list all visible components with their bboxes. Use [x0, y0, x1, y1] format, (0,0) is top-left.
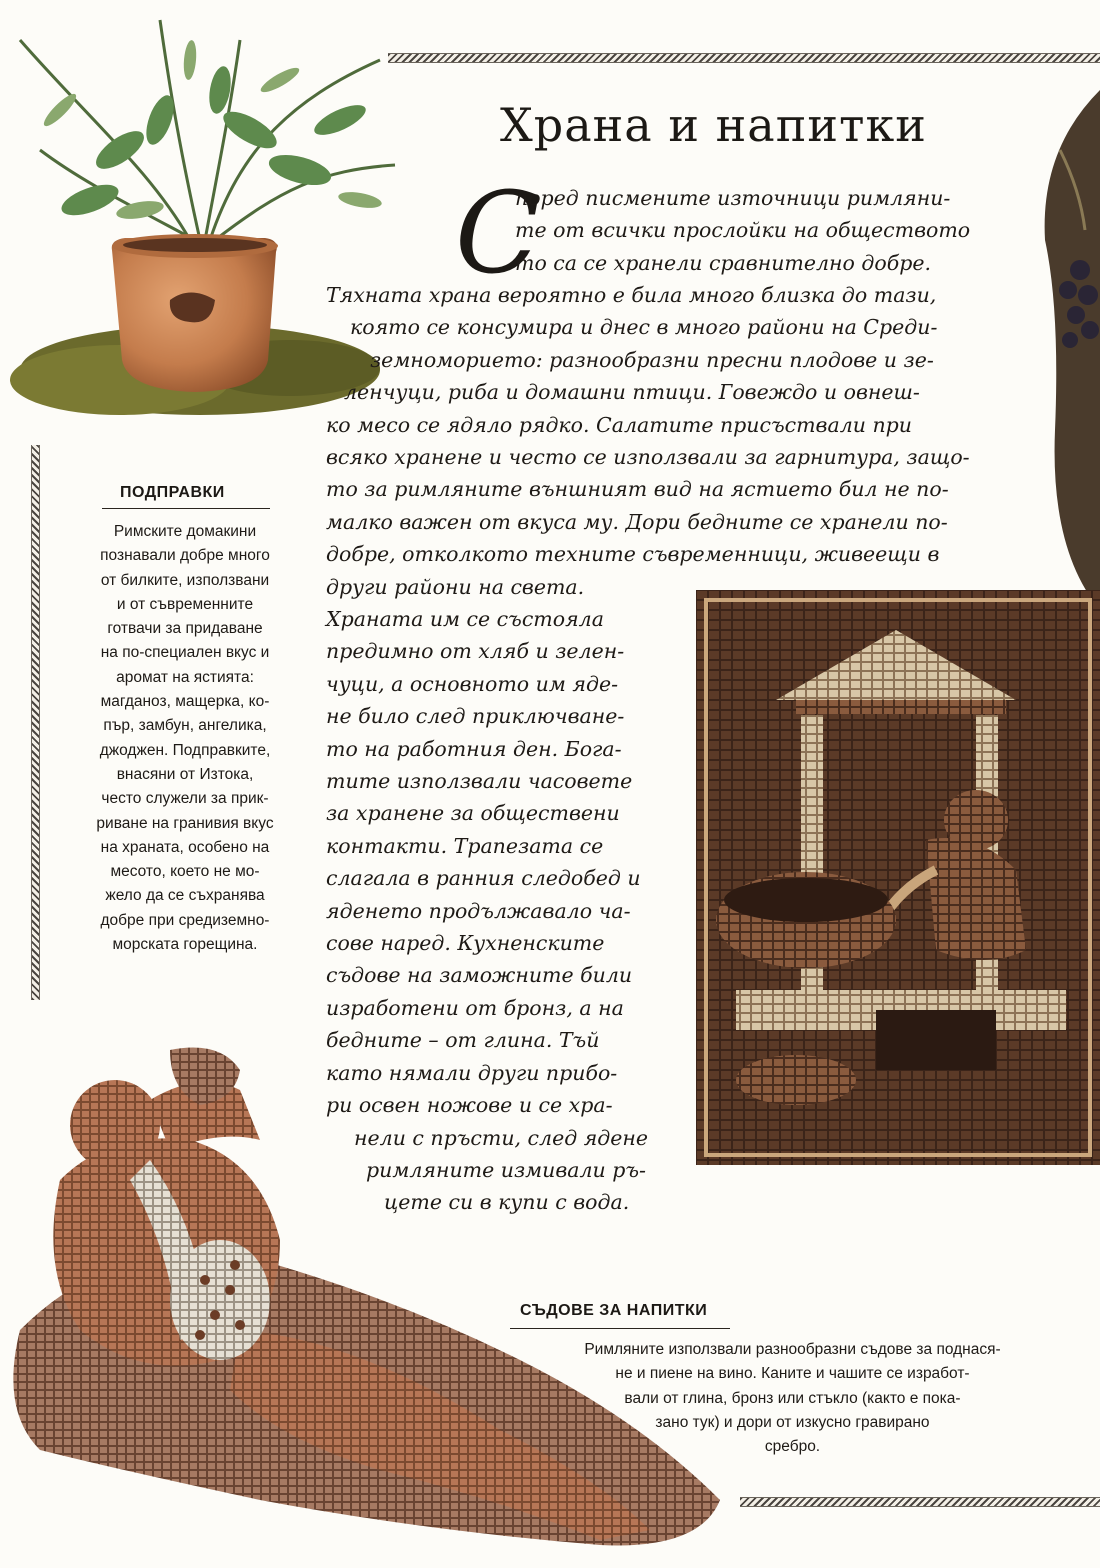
- text-line: яденето продължавало ча-: [326, 898, 631, 923]
- text-line: бедните – от глина. Тъй: [326, 1028, 600, 1053]
- text-line: от билките, използвани: [100, 571, 270, 589]
- text-line: сове наред. Кухненските: [326, 931, 605, 956]
- text-line: аромат на ястията:: [116, 668, 254, 686]
- text-line: морската горещина.: [112, 936, 258, 954]
- spices-paragraph: [70, 520, 300, 957]
- text-line: зано тук) и дори от изкусно гравирано: [655, 1413, 930, 1431]
- text-line: съдове на заможните били: [326, 963, 633, 988]
- text-line: на по-специален вкус и: [100, 644, 270, 662]
- text-line: поред писмените източници римляни-: [515, 186, 951, 210]
- text-line: то са се хранели сравнително добре.: [515, 250, 932, 275]
- text-line: не било след приключване-: [326, 704, 625, 729]
- text-line: Римляните използвали разнообразни съдове за поднася-: [584, 1341, 1001, 1358]
- text-line: джоджен. Подправките,: [99, 741, 271, 759]
- intro-paragraph: [515, 182, 1005, 279]
- text-line: сребро.: [764, 1438, 821, 1456]
- vessels-paragraph: [515, 1338, 1070, 1459]
- text-line: на храната, особено на: [100, 838, 270, 856]
- text-line: малко важен от вкуса му. Дори бедните се хранели по-: [326, 509, 948, 534]
- text-line: то за римляните външният вид на ястието бил не по-: [326, 477, 949, 502]
- spices-heading: ПОДПРАВКИ: [120, 484, 225, 501]
- text-line: ленчуци, риба и домашни птици. Говеждо и овнеш-: [344, 380, 920, 405]
- text-line: всяко хранене и често се използвали за гарнитура, защо-: [326, 445, 970, 470]
- text-line: внасяни от Изтока,: [116, 765, 254, 783]
- text-line: земноморието: разнообразни пресни плодове и зе-: [370, 347, 934, 372]
- text-line: жело да се съхранява: [105, 887, 265, 905]
- text-line: то на работния ден. Бога-: [326, 736, 622, 761]
- text-line: ри освен ножове и се хра-: [326, 1093, 613, 1118]
- text-line: цете си в купи с вода.: [384, 1190, 630, 1215]
- text-line: вали от глина, бронз или стъкло (както е пока-: [624, 1389, 961, 1407]
- text-line: Храната им се състояла: [326, 607, 604, 631]
- text-line: предимно от хляб и зелен-: [326, 639, 625, 664]
- text-line: и от съвременните: [116, 595, 254, 613]
- body-paragraph: [326, 279, 1026, 603]
- text-line: познавали добре много: [100, 547, 270, 565]
- reclining-figure-mosaic: [0, 1030, 740, 1568]
- text-line: добре при средиземно-: [100, 911, 270, 929]
- text-line: римляните измивали ръ-: [366, 1157, 646, 1182]
- text-line: Тяхната храна вероятно е била много близка до тази,: [326, 283, 937, 307]
- kitchen-mosaic-image: [696, 590, 1100, 1165]
- text-line: пър, замбун, ангелика,: [103, 717, 267, 735]
- text-line: риване на гранивия вкус: [96, 814, 274, 832]
- vessels-heading: СЪДОВЕ ЗА НАПИТКИ: [520, 1302, 708, 1319]
- text-line: слагала в ранния следобед и: [326, 866, 641, 891]
- vessels-heading-rule: [510, 1328, 730, 1329]
- text-line: ко месо се ядяло рядко. Салатите присъствали при: [326, 412, 913, 437]
- text-line: контакти. Трапезата се: [326, 833, 604, 858]
- text-line: често служели за прик-: [101, 790, 269, 808]
- top-rope-border: [388, 53, 1100, 63]
- grapes-photo-edge: [1040, 90, 1100, 610]
- spices-heading-rule: [102, 508, 270, 509]
- text-line: не и пиене на вино. Каните и чашите се изработ-: [615, 1365, 970, 1383]
- page-title: Храна и напитки: [500, 98, 927, 152]
- text-line: нели с пръсти, след ядене: [354, 1125, 649, 1150]
- sidebar-rope-border: [31, 445, 40, 1000]
- text-line: за хранене за обществени: [326, 801, 620, 826]
- text-line: готвачи за придаване: [107, 620, 263, 638]
- text-line: тите използвали часовете: [326, 769, 633, 794]
- text-line: добре, отколкото техните съвременници, живеещи в: [326, 542, 940, 567]
- text-line: която се консумира и днес в много райони на Среди-: [350, 315, 938, 340]
- text-line: като нямали други прибо-: [326, 1060, 618, 1085]
- drop-cap: С: [455, 169, 541, 299]
- text-line: те от всички прослойки на обществото: [515, 218, 971, 243]
- bottom-rope-border: [740, 1497, 1100, 1507]
- text-line: месото, което не мо-: [110, 863, 260, 881]
- text-line: изработени от бронз, а на: [326, 995, 624, 1020]
- text-line: чуци, а основното им яде-: [326, 671, 619, 696]
- text-line: Римските домакини: [113, 523, 257, 540]
- text-line: други райони на света.: [326, 574, 585, 599]
- text-line: магданоз, мащерка, ко-: [100, 693, 270, 711]
